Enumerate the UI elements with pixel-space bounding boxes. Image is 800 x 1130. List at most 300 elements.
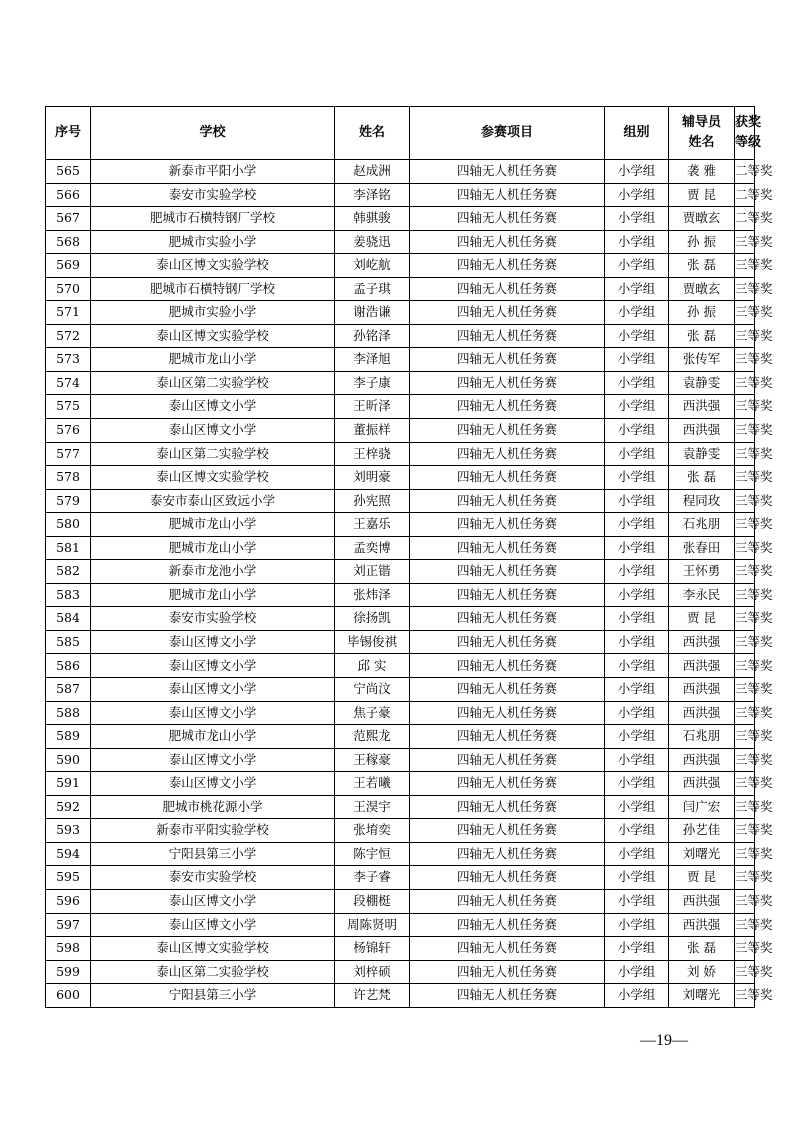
cell-tutor: 西洪强 [669, 889, 735, 913]
cell-tutor: 袭 雅 [669, 160, 735, 184]
cell-no: 590 [46, 748, 91, 772]
cell-no: 593 [46, 819, 91, 843]
cell-award: 三等奖 [735, 301, 755, 325]
table-row [46, 748, 755, 772]
cell-group: 小学组 [605, 866, 669, 890]
cell-group: 小学组 [605, 842, 669, 866]
cell-school: 泰安市实验学校 [91, 866, 335, 890]
cell-no: 569 [46, 254, 91, 278]
header-row [46, 107, 755, 160]
cell-name: 徐扬凯 [335, 607, 410, 631]
cell-group: 小学组 [605, 819, 669, 843]
cell-school: 泰安市实验学校 [91, 183, 335, 207]
cell-project: 四轴无人机任务赛 [410, 466, 605, 490]
cell-project: 四轴无人机任务赛 [410, 913, 605, 937]
cell-award: 三等奖 [735, 678, 755, 702]
cell-tutor: 王怀勇 [669, 560, 735, 584]
cell-tutor: 西洪强 [669, 701, 735, 725]
cell-award: 三等奖 [735, 819, 755, 843]
cell-award: 三等奖 [735, 560, 755, 584]
cell-school: 肥城市石横特钢厂学校 [91, 277, 335, 301]
cell-tutor: 西洪强 [669, 630, 735, 654]
cell-name: 焦子豪 [335, 701, 410, 725]
cell-project: 四轴无人机任务赛 [410, 984, 605, 1008]
cell-tutor: 李永民 [669, 583, 735, 607]
cell-school: 新泰市平阳小学 [91, 160, 335, 184]
table-row [46, 230, 755, 254]
cell-tutor: 贾 昆 [669, 607, 735, 631]
cell-group: 小学组 [605, 560, 669, 584]
cell-tutor: 程同玫 [669, 489, 735, 513]
cell-school: 肥城市龙山小学 [91, 536, 335, 560]
cell-name: 王梓骁 [335, 442, 410, 466]
cell-group: 小学组 [605, 301, 669, 325]
cell-group: 小学组 [605, 583, 669, 607]
cell-tutor: 刘曙光 [669, 842, 735, 866]
cell-project: 四轴无人机任务赛 [410, 866, 605, 890]
cell-project: 四轴无人机任务赛 [410, 630, 605, 654]
cell-project: 四轴无人机任务赛 [410, 442, 605, 466]
table-row [46, 419, 755, 443]
table-row [46, 583, 755, 607]
cell-project: 四轴无人机任务赛 [410, 489, 605, 513]
cell-no: 586 [46, 654, 91, 678]
cell-name: 李泽铭 [335, 183, 410, 207]
cell-no: 599 [46, 960, 91, 984]
cell-school: 泰山区博文小学 [91, 395, 335, 419]
cell-school: 泰山区博文小学 [91, 419, 335, 443]
cell-tutor: 刘 娇 [669, 960, 735, 984]
cell-project: 四轴无人机任务赛 [410, 536, 605, 560]
cell-school: 泰山区博文实验学校 [91, 937, 335, 961]
cell-tutor: 西洪强 [669, 913, 735, 937]
cell-project: 四轴无人机任务赛 [410, 183, 605, 207]
cell-school: 泰山区博文小学 [91, 678, 335, 702]
table-row [46, 160, 755, 184]
cell-tutor: 孙 振 [669, 301, 735, 325]
cell-award: 三等奖 [735, 701, 755, 725]
cell-no: 576 [46, 419, 91, 443]
cell-name: 孟子琪 [335, 277, 410, 301]
cell-name: 李子康 [335, 371, 410, 395]
cell-school: 泰山区博文小学 [91, 772, 335, 796]
cell-group: 小学组 [605, 607, 669, 631]
cell-award: 二等奖 [735, 207, 755, 231]
cell-group: 小学组 [605, 348, 669, 372]
cell-award: 三等奖 [735, 960, 755, 984]
cell-group: 小学组 [605, 725, 669, 749]
cell-award: 三等奖 [735, 277, 755, 301]
table-row [46, 536, 755, 560]
cell-group: 小学组 [605, 324, 669, 348]
table-row [46, 725, 755, 749]
cell-name: 张炜泽 [335, 583, 410, 607]
cell-award: 三等奖 [735, 725, 755, 749]
cell-no: 594 [46, 842, 91, 866]
cell-group: 小学组 [605, 654, 669, 678]
cell-no: 598 [46, 937, 91, 961]
table-row [46, 395, 755, 419]
cell-group: 小学组 [605, 630, 669, 654]
cell-tutor: 张 磊 [669, 254, 735, 278]
cell-name: 姜骁迅 [335, 230, 410, 254]
cell-name: 李子睿 [335, 866, 410, 890]
cell-no: 581 [46, 536, 91, 560]
cell-award: 三等奖 [735, 984, 755, 1008]
table-row [46, 630, 755, 654]
table-row [46, 560, 755, 584]
cell-project: 四轴无人机任务赛 [410, 301, 605, 325]
cell-award: 三等奖 [735, 254, 755, 278]
cell-school: 泰安市实验学校 [91, 607, 335, 631]
cell-name: 王淏宇 [335, 795, 410, 819]
cell-group: 小学组 [605, 678, 669, 702]
cell-project: 四轴无人机任务赛 [410, 819, 605, 843]
cell-tutor: 西洪强 [669, 654, 735, 678]
cell-school: 泰山区第二实验学校 [91, 442, 335, 466]
cell-project: 四轴无人机任务赛 [410, 160, 605, 184]
cell-project: 四轴无人机任务赛 [410, 230, 605, 254]
cell-award: 三等奖 [735, 842, 755, 866]
cell-group: 小学组 [605, 795, 669, 819]
table-row [46, 513, 755, 537]
cell-tutor: 贾 昆 [669, 866, 735, 890]
table-body [46, 160, 773, 1008]
cell-school: 肥城市龙山小学 [91, 725, 335, 749]
table-row [46, 889, 755, 913]
header-tutor [669, 107, 735, 160]
cell-school: 新泰市平阳实验学校 [91, 819, 335, 843]
cell-group: 小学组 [605, 442, 669, 466]
cell-tutor: 贾暾玄 [669, 277, 735, 301]
cell-tutor: 张春田 [669, 536, 735, 560]
cell-no: 578 [46, 466, 91, 490]
cell-school: 肥城市龙山小学 [91, 513, 335, 537]
cell-award: 二等奖 [735, 183, 755, 207]
cell-name: 王若曦 [335, 772, 410, 796]
cell-no: 592 [46, 795, 91, 819]
cell-tutor: 贾暾玄 [669, 207, 735, 231]
cell-school: 新泰市龙池小学 [91, 560, 335, 584]
cell-project: 四轴无人机任务赛 [410, 513, 605, 537]
cell-tutor: 西洪强 [669, 395, 735, 419]
cell-name: 许艺梵 [335, 984, 410, 1008]
header-no: 序号 [46, 107, 91, 160]
cell-tutor: 张 磊 [669, 937, 735, 961]
cell-award: 三等奖 [735, 913, 755, 937]
cell-tutor: 张 磊 [669, 466, 735, 490]
cell-group: 小学组 [605, 536, 669, 560]
cell-tutor: 孙 振 [669, 230, 735, 254]
cell-no: 597 [46, 913, 91, 937]
cell-school: 泰山区博文小学 [91, 889, 335, 913]
cell-award: 三等奖 [735, 230, 755, 254]
cell-group: 小学组 [605, 395, 669, 419]
table-row [46, 442, 755, 466]
cell-award: 三等奖 [735, 371, 755, 395]
header-school: 学校 [91, 107, 335, 160]
table-row [46, 207, 755, 231]
cell-no: 584 [46, 607, 91, 631]
cell-name: 段棚梃 [335, 889, 410, 913]
cell-name: 毕锡俊祺 [335, 630, 410, 654]
cell-award: 三等奖 [735, 583, 755, 607]
cell-award: 三等奖 [735, 489, 755, 513]
cell-project: 四轴无人机任务赛 [410, 371, 605, 395]
cell-school: 泰山区博文小学 [91, 654, 335, 678]
cell-tutor: 刘曙光 [669, 984, 735, 1008]
cell-name: 邱 实 [335, 654, 410, 678]
cell-project: 四轴无人机任务赛 [410, 395, 605, 419]
cell-award: 三等奖 [735, 466, 755, 490]
cell-tutor: 贾 昆 [669, 183, 735, 207]
cell-group: 小学组 [605, 371, 669, 395]
cell-name: 张堉奕 [335, 819, 410, 843]
cell-name: 范熙龙 [335, 725, 410, 749]
cell-group: 小学组 [605, 984, 669, 1008]
table-row [46, 324, 755, 348]
cell-project: 四轴无人机任务赛 [410, 772, 605, 796]
cell-group: 小学组 [605, 701, 669, 725]
table-row [46, 348, 755, 372]
table-row [46, 489, 755, 513]
cell-tutor: 西洪强 [669, 678, 735, 702]
cell-no: 565 [46, 160, 91, 184]
cell-award: 三等奖 [735, 513, 755, 537]
cell-name: 孙铭泽 [335, 324, 410, 348]
cell-tutor: 孙艺佳 [669, 819, 735, 843]
cell-group: 小学组 [605, 772, 669, 796]
header-name: 姓名 [335, 107, 410, 160]
cell-project: 四轴无人机任务赛 [410, 725, 605, 749]
cell-name: 王昕泽 [335, 395, 410, 419]
cell-no: 573 [46, 348, 91, 372]
table-row [46, 842, 755, 866]
table-row [46, 772, 755, 796]
table-row [46, 866, 755, 890]
cell-school: 泰山区第二实验学校 [91, 960, 335, 984]
table-row [46, 371, 755, 395]
cell-no: 575 [46, 395, 91, 419]
cell-name: 赵成洲 [335, 160, 410, 184]
cell-award: 三等奖 [735, 630, 755, 654]
cell-no: 566 [46, 183, 91, 207]
cell-name: 刘梓硕 [335, 960, 410, 984]
cell-project: 四轴无人机任务赛 [410, 795, 605, 819]
table-row [46, 819, 755, 843]
table-row [46, 277, 755, 301]
cell-no: 571 [46, 301, 91, 325]
header-group: 组别 [605, 107, 669, 160]
table-row [46, 678, 755, 702]
table-row [46, 937, 755, 961]
header-tutor-line2: 姓名 [688, 135, 715, 150]
cell-school: 肥城市桃花源小学 [91, 795, 335, 819]
cell-tutor: 张 磊 [669, 324, 735, 348]
cell-award: 二等奖 [735, 160, 755, 184]
cell-no: 591 [46, 772, 91, 796]
cell-tutor: 西洪强 [669, 748, 735, 772]
cell-school: 泰山区第二实验学校 [91, 371, 335, 395]
cell-no: 582 [46, 560, 91, 584]
cell-no: 587 [46, 678, 91, 702]
cell-award: 三等奖 [735, 442, 755, 466]
cell-group: 小学组 [605, 913, 669, 937]
cell-project: 四轴无人机任务赛 [410, 324, 605, 348]
cell-school: 泰山区博文实验学校 [91, 254, 335, 278]
cell-no: 589 [46, 725, 91, 749]
table-row [46, 654, 755, 678]
cell-no: 574 [46, 371, 91, 395]
table-row [46, 795, 755, 819]
cell-award: 三等奖 [735, 889, 755, 913]
cell-name: 刘屹航 [335, 254, 410, 278]
cell-name: 谢浩谦 [335, 301, 410, 325]
table-row [46, 913, 755, 937]
cell-school: 肥城市石横特钢厂学校 [91, 207, 335, 231]
cell-group: 小学组 [605, 419, 669, 443]
table-row [46, 701, 755, 725]
cell-school: 泰山区博文小学 [91, 748, 335, 772]
cell-name: 韩骐骏 [335, 207, 410, 231]
cell-name: 李泽旭 [335, 348, 410, 372]
cell-award: 三等奖 [735, 419, 755, 443]
cell-school: 肥城市龙山小学 [91, 583, 335, 607]
cell-tutor: 张传军 [669, 348, 735, 372]
cell-name: 王嘉乐 [335, 513, 410, 537]
cell-tutor: 石兆朋 [669, 513, 735, 537]
awards-table [45, 106, 773, 1008]
cell-project: 四轴无人机任务赛 [410, 560, 605, 584]
cell-group: 小学组 [605, 889, 669, 913]
cell-award: 三等奖 [735, 795, 755, 819]
cell-project: 四轴无人机任务赛 [410, 277, 605, 301]
table-row [46, 984, 755, 1008]
cell-school: 肥城市实验小学 [91, 301, 335, 325]
cell-school: 泰山区博文小学 [91, 630, 335, 654]
table-row [46, 183, 755, 207]
header-tutor-line1: 辅导员 [681, 114, 721, 130]
cell-project: 四轴无人机任务赛 [410, 583, 605, 607]
cell-project: 四轴无人机任务赛 [410, 701, 605, 725]
cell-name: 杨锦轩 [335, 937, 410, 961]
cell-no: 579 [46, 489, 91, 513]
cell-project: 四轴无人机任务赛 [410, 607, 605, 631]
cell-award: 三等奖 [735, 654, 755, 678]
header-award-line2: 等级 [735, 135, 762, 150]
table-row [46, 466, 755, 490]
cell-award: 三等奖 [735, 866, 755, 890]
cell-award: 三等奖 [735, 324, 755, 348]
cell-group: 小学组 [605, 254, 669, 278]
cell-name: 董振样 [335, 419, 410, 443]
cell-school: 泰山区博文小学 [91, 701, 335, 725]
cell-tutor: 闫广宏 [669, 795, 735, 819]
table-row [46, 254, 755, 278]
cell-name: 陈宇恒 [335, 842, 410, 866]
cell-project: 四轴无人机任务赛 [410, 748, 605, 772]
cell-award: 三等奖 [735, 937, 755, 961]
table-row [46, 301, 755, 325]
cell-no: 583 [46, 583, 91, 607]
cell-group: 小学组 [605, 183, 669, 207]
cell-no: 596 [46, 889, 91, 913]
cell-no: 572 [46, 324, 91, 348]
cell-group: 小学组 [605, 489, 669, 513]
cell-name: 王稼豪 [335, 748, 410, 772]
cell-name: 孟奕博 [335, 536, 410, 560]
cell-group: 小学组 [605, 466, 669, 490]
cell-name: 周陈贤明 [335, 913, 410, 937]
cell-tutor: 西洪强 [669, 419, 735, 443]
cell-no: 585 [46, 630, 91, 654]
cell-project: 四轴无人机任务赛 [410, 419, 605, 443]
cell-school: 肥城市实验小学 [91, 230, 335, 254]
cell-award: 三等奖 [735, 536, 755, 560]
cell-no: 588 [46, 701, 91, 725]
cell-school: 泰山区博文实验学校 [91, 324, 335, 348]
cell-project: 四轴无人机任务赛 [410, 937, 605, 961]
cell-group: 小学组 [605, 230, 669, 254]
cell-no: 595 [46, 866, 91, 890]
cell-group: 小学组 [605, 748, 669, 772]
cell-project: 四轴无人机任务赛 [410, 842, 605, 866]
table-row [46, 607, 755, 631]
cell-award: 三等奖 [735, 748, 755, 772]
header-award [735, 107, 762, 160]
cell-group: 小学组 [605, 207, 669, 231]
cell-no: 567 [46, 207, 91, 231]
cell-award: 三等奖 [735, 772, 755, 796]
cell-award: 三等奖 [735, 348, 755, 372]
cell-no: 580 [46, 513, 91, 537]
cell-name: 刘明豪 [335, 466, 410, 490]
cell-no: 600 [46, 984, 91, 1008]
cell-tutor: 石兆朋 [669, 725, 735, 749]
cell-project: 四轴无人机任务赛 [410, 348, 605, 372]
cell-group: 小学组 [605, 277, 669, 301]
header-award-line1: 获奖 [735, 114, 762, 130]
cell-award: 三等奖 [735, 607, 755, 631]
cell-tutor: 西洪强 [669, 772, 735, 796]
cell-no: 568 [46, 230, 91, 254]
cell-name: 孙宪照 [335, 489, 410, 513]
cell-school: 泰安市泰山区致远小学 [91, 489, 335, 513]
cell-school: 宁阳县第三小学 [91, 984, 335, 1008]
cell-name: 刘正锴 [335, 560, 410, 584]
cell-school: 肥城市龙山小学 [91, 348, 335, 372]
cell-award: 三等奖 [735, 395, 755, 419]
cell-tutor: 袁静雯 [669, 371, 735, 395]
cell-no: 577 [46, 442, 91, 466]
cell-project: 四轴无人机任务赛 [410, 678, 605, 702]
cell-school: 泰山区博文实验学校 [91, 466, 335, 490]
cell-group: 小学组 [605, 937, 669, 961]
cell-school: 泰山区博文小学 [91, 913, 335, 937]
cell-project: 四轴无人机任务赛 [410, 654, 605, 678]
cell-tutor: 袁静雯 [669, 442, 735, 466]
cell-no: 570 [46, 277, 91, 301]
cell-project: 四轴无人机任务赛 [410, 889, 605, 913]
header-project: 参赛项目 [410, 107, 605, 160]
table-row [46, 960, 755, 984]
cell-group: 小学组 [605, 513, 669, 537]
cell-project: 四轴无人机任务赛 [410, 207, 605, 231]
cell-group: 小学组 [605, 160, 669, 184]
cell-school: 宁阳县第三小学 [91, 842, 335, 866]
page-number: —19— [640, 1032, 688, 1049]
cell-group: 小学组 [605, 960, 669, 984]
